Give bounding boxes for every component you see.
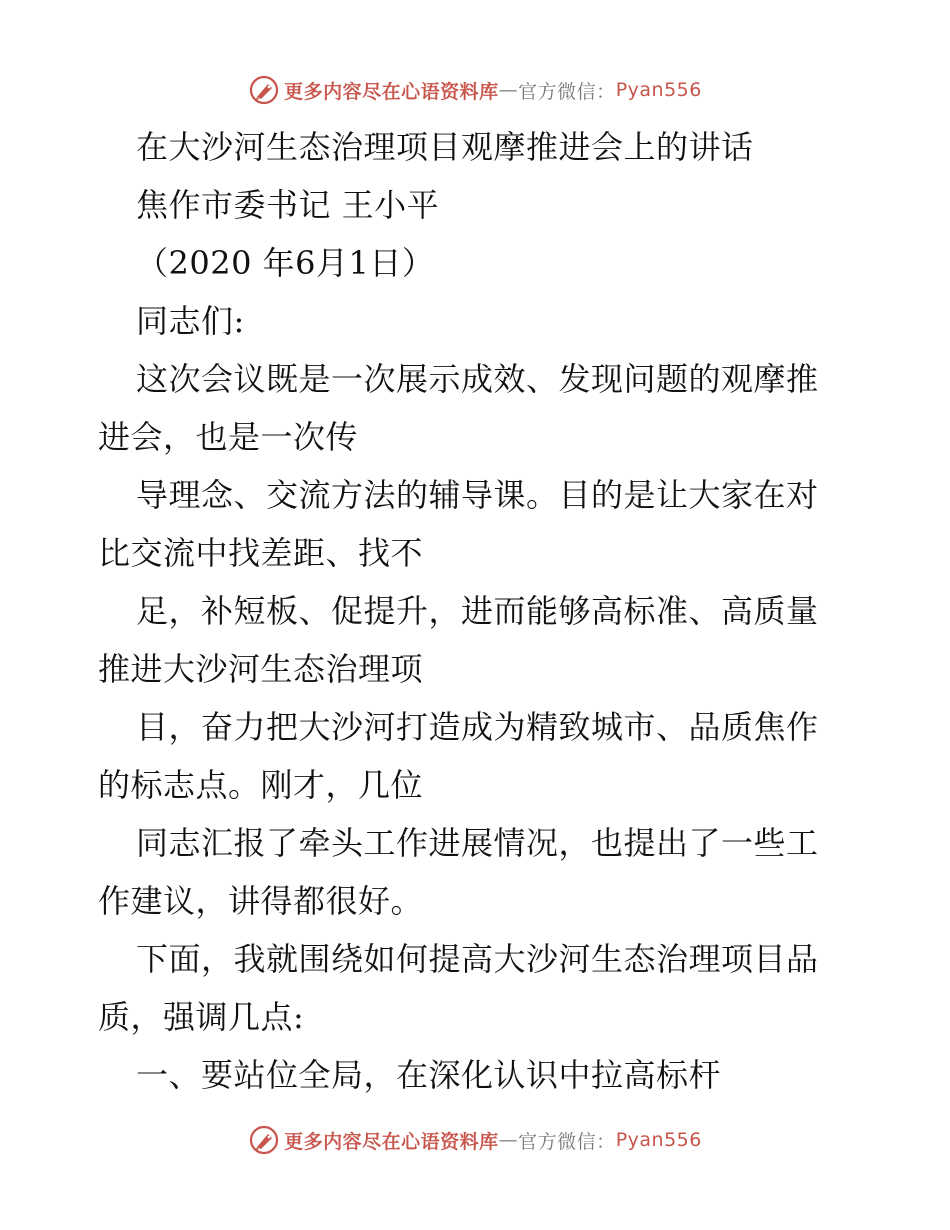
salutation: 同志们: xyxy=(136,302,245,340)
text-line: 足，补短板、促提升，进而能够高标准、高质量 xyxy=(136,592,819,630)
document-title: 在大沙河生态治理项目观摩推进会上的讲话 xyxy=(136,128,754,166)
pen-nib-logo-icon xyxy=(248,1124,280,1156)
watermark-wechat-id: Pyan556 xyxy=(615,1129,702,1151)
section-heading-1: 一、要站位全局，在深化认识中拉高标杆 xyxy=(136,1056,722,1094)
watermark-dash: — xyxy=(498,79,519,101)
text-line: 这次会议既是一次展示成效、发现问题的观摩推 xyxy=(136,360,819,398)
text-line: 同志汇报了牵头工作进展情况，也提出了一些工 xyxy=(136,824,819,862)
text-line: 目，奋力把大沙河打造成为精致城市、品质焦作 xyxy=(136,708,819,746)
watermark-wechat-id: Pyan556 xyxy=(615,79,702,101)
watermark-sub-text: 官方微信： xyxy=(518,80,616,103)
text-line: 推进大沙河生态治理项 xyxy=(98,650,424,688)
text-line: 进会，也是一次传 xyxy=(98,418,359,456)
text-line: 作建议，讲得都很好。 xyxy=(98,882,424,920)
speaker-line: 焦作市委书记 王小平 xyxy=(136,186,440,224)
date-line: （2020 年6月1日） xyxy=(136,244,435,282)
text-line: 下面，我就围绕如何提高大沙河生态治理项目品 xyxy=(136,940,819,978)
watermark-banner-bottom xyxy=(0,1120,950,1160)
watermark-dash: — xyxy=(498,1129,519,1151)
text-line: 质，强调几点: xyxy=(98,998,305,1036)
watermark-main-text: 更多内容尽在心语资料库 xyxy=(284,80,499,103)
text-line: 的标志点。刚才，几位 xyxy=(98,766,424,804)
watermark-banner-top xyxy=(0,70,950,110)
pen-nib-logo-icon xyxy=(248,74,280,106)
text-line: 导理念、交流方法的辅导课。目的是让大家在对 xyxy=(136,476,819,514)
text-line: 比交流中找差距、找不 xyxy=(98,534,424,572)
watermark-main-text: 更多内容尽在心语资料库 xyxy=(284,1130,499,1153)
watermark-sub-text: 官方微信： xyxy=(518,1130,616,1153)
